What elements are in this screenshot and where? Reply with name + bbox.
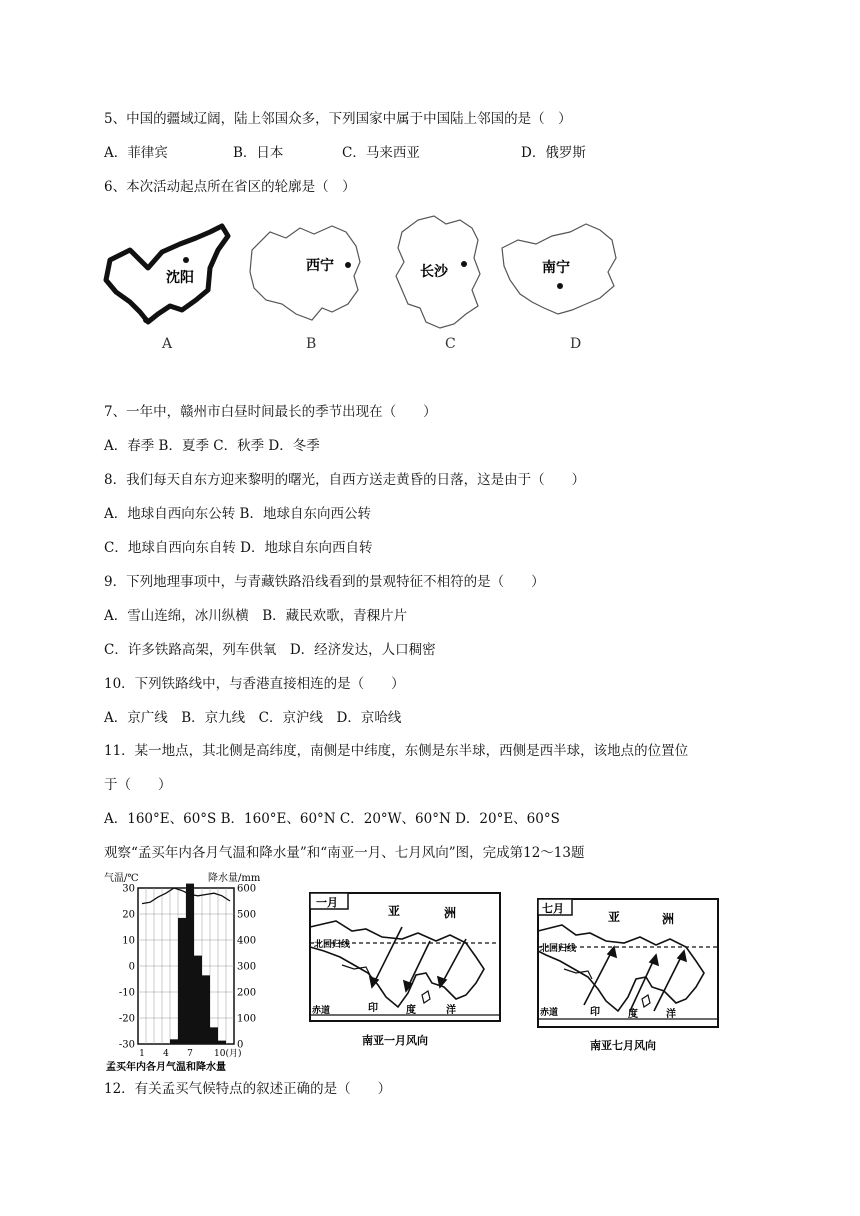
january-map-caption: 南亚一月风向 xyxy=(362,1034,428,1047)
month-tick-label: 4 xyxy=(163,1049,169,1059)
question-7-stem: 7、一年中，赣州市白昼时间最长的季节出现在（ ） xyxy=(104,404,437,420)
temperature-tick-label: 30 xyxy=(122,883,135,895)
temperature-axis-label: 气温/℃ xyxy=(104,873,139,884)
ocean-label-du: 度 xyxy=(628,1009,638,1020)
city-dot xyxy=(183,257,189,263)
question-11-stem-line-2: 于（ ） xyxy=(104,777,172,793)
precipitation-tick-label: 100 xyxy=(237,1013,257,1025)
precipitation-tick-label: 300 xyxy=(237,961,257,973)
ocean-label-yin: 印 xyxy=(368,1003,378,1014)
precipitation-bar xyxy=(178,918,186,1044)
south-asia-january-wind-map xyxy=(306,887,506,1050)
temperature-tick-label: -10 xyxy=(118,987,135,999)
q5-option-b: B．日本 xyxy=(233,145,284,161)
q8-options-line-1: A．地球自西向东公转 B．地球自东向西公转 xyxy=(104,506,371,522)
question-12-stem: 12．有关孟买气候特点的叙述正确的是（ ） xyxy=(104,1081,392,1097)
ocean-label-yang: 洋 xyxy=(446,1005,456,1016)
precipitation-tick-label: 500 xyxy=(237,909,257,921)
q9-options-line-2: C．许多铁路高架，列车供氧 D．经济发达，人口稠密 xyxy=(104,642,436,658)
map-letter-d: D xyxy=(570,336,582,352)
province-outlines-figure xyxy=(100,210,630,355)
city-dot xyxy=(461,261,467,267)
q11-options: A．160°E、60°S B．160°E、60°N C．20°W、60°N D．20°E、60°S xyxy=(104,811,560,827)
city-label-c: 长沙 xyxy=(420,264,448,280)
question-5-stem: 5、中国的疆域辽阔，陆上邻国众多，下列国家中属于中国陆上邻国的是（ ） xyxy=(104,111,572,127)
figure-intro-text: 观察“孟买年内各月气温和降水量”和“南亚一月、七月风向”图，完成第12～13题 xyxy=(104,845,585,861)
equator-label: 赤道 xyxy=(312,1006,331,1016)
precipitation-bar xyxy=(170,1039,178,1044)
question-6-stem: 6、本次活动起点所在省区的轮廓是（ ） xyxy=(104,179,356,195)
tropic-label: 北回归线 xyxy=(314,940,351,950)
province-map-d xyxy=(502,224,616,352)
south-asia-july-wind-map xyxy=(534,895,724,1055)
province-map-a xyxy=(106,226,228,352)
map-letter-c: C xyxy=(445,336,456,352)
q5-option-c: C．马来西亚 xyxy=(342,145,420,161)
wind-arrows-july xyxy=(584,947,686,1011)
q5-option-a: A．菲律宾 xyxy=(104,145,168,161)
question-9-stem: 9．下列地理事项中，与青藏铁路沿线看到的景观特征不相符的是（ ） xyxy=(104,574,545,590)
question-8-stem: 8．我们每天自东方迎来黎明的曙光，自西方送走黄昏的日落，这是由于（ ） xyxy=(104,472,586,488)
city-dot xyxy=(557,283,563,289)
equator-label: 赤道 xyxy=(540,1008,559,1018)
ocean-label-du: 度 xyxy=(406,1005,416,1016)
temperature-tick-label: -30 xyxy=(118,1039,135,1051)
q9-options-line-1: A．雪山连绵，冰川纵横 B．藏民欢歌，青稞片片 xyxy=(104,608,408,624)
mumbai-climate-chart xyxy=(104,870,284,1075)
q8-options-line-2: C．地球自西向东自转 D．地球自东向西自转 xyxy=(104,540,373,556)
q10-options: A．京广线 B．京九线 C．京沪线 D．京哈线 xyxy=(104,710,402,726)
asia-label: 亚 xyxy=(608,910,621,924)
q5-option-d: D．俄罗斯 xyxy=(521,145,586,161)
city-dot xyxy=(345,262,351,268)
july-map-caption: 南亚七月风向 xyxy=(590,1039,656,1052)
city-label-a: 沈阳 xyxy=(166,270,194,286)
temperature-tick-label: 10 xyxy=(122,935,135,947)
ocean-label-yang: 洋 xyxy=(666,1009,676,1020)
asia-label: 亚 xyxy=(388,904,401,918)
temperature-tick-label: 0 xyxy=(128,961,135,973)
zhou-label: 洲 xyxy=(662,912,675,926)
province-map-c xyxy=(396,216,480,352)
map-letter-a: A xyxy=(162,336,173,352)
ocean-label-yin: 印 xyxy=(590,1007,600,1018)
q7-options: A．春季 B．夏季 C．秋季 D．冬季 xyxy=(104,438,320,454)
map-letter-b: B xyxy=(306,336,317,352)
precipitation-tick-label: 200 xyxy=(237,987,257,999)
zhou-label: 洲 xyxy=(444,906,457,920)
month-tick-label: 10(月) xyxy=(214,1049,242,1059)
city-label-d: 南宁 xyxy=(542,260,570,276)
province-map-b xyxy=(250,226,360,352)
tropic-label: 北回归线 xyxy=(540,944,577,954)
temperature-tick-label: 20 xyxy=(122,909,135,921)
question-10-stem: 10．下列铁路线中，与香港直接相连的是（ ） xyxy=(104,676,405,692)
precipitation-bar xyxy=(210,1027,218,1044)
month-tick-label: 7 xyxy=(187,1049,193,1059)
precipitation-tick-label: 400 xyxy=(237,935,257,947)
precipitation-bar xyxy=(218,1041,226,1044)
precipitation-axis-label: 降水量/mm xyxy=(208,873,261,884)
temperature-tick-label: -20 xyxy=(118,1013,135,1025)
precipitation-bar xyxy=(202,975,210,1044)
question-11-stem-line-1: 11．某一地点，其北侧是高纬度，南侧是中纬度，东侧是东半球，西侧是西半球，该地点的位置位 xyxy=(104,743,689,759)
climate-chart-caption: 孟买年内各月气温和降水量 xyxy=(106,1062,226,1073)
precipitation-tick-label: 600 xyxy=(237,883,257,895)
month-tag-january: 一月 xyxy=(316,896,338,909)
month-tick-label: 1 xyxy=(139,1049,145,1059)
precipitation-bar xyxy=(194,956,202,1044)
precipitation-tick-label: 0 xyxy=(237,1039,244,1051)
city-label-b: 西宁 xyxy=(306,258,334,274)
month-tag-july: 七月 xyxy=(542,902,564,915)
precipitation-bar xyxy=(186,884,194,1044)
